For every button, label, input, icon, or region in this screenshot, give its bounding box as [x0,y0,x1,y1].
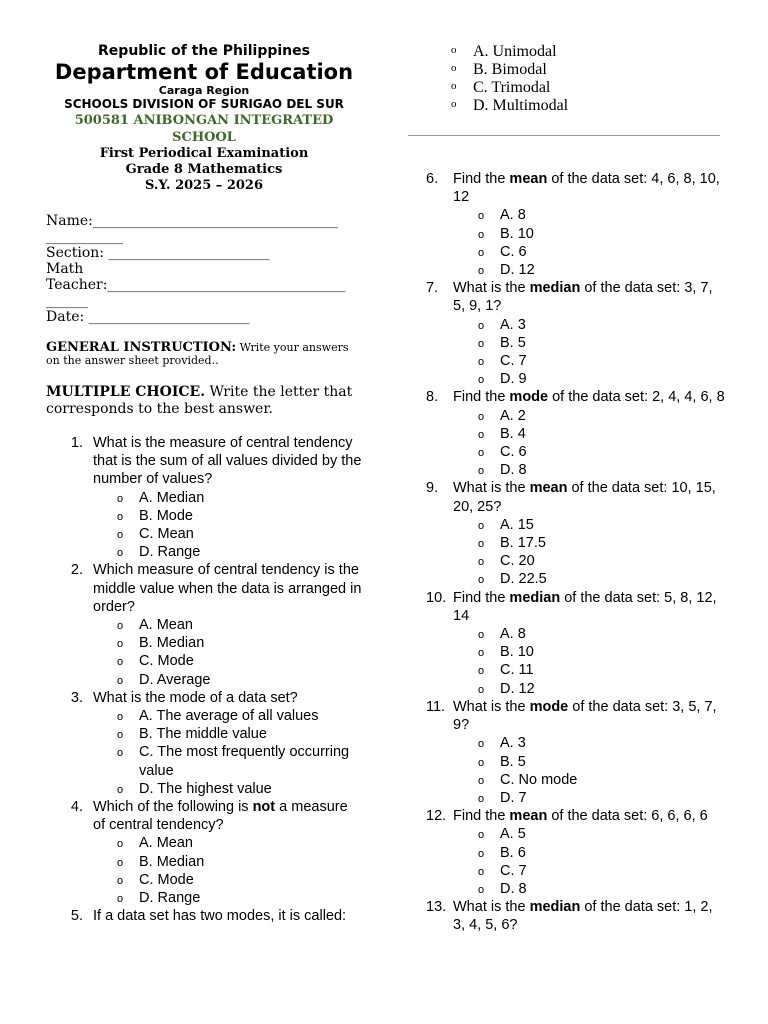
question-text [453,171,720,205]
answer-option-label: C. Trimodal [473,79,551,96]
answer-option-label: C. Mean [139,526,194,543]
question-number: 2. [70,562,83,579]
answer-option-label: B. 10 [500,644,534,661]
bullet-icon: o [478,538,485,551]
answer-option[interactable] [93,634,362,652]
question-list-right [426,170,726,935]
question-number: 9. [426,480,439,497]
option-list [93,616,362,689]
answer-option-label: D. 9 [500,371,527,388]
question-keyword: mean [529,480,568,497]
answer-option[interactable] [453,243,726,261]
answer-option-label: C. Mode [139,871,194,888]
bullet-icon: o [478,738,485,751]
option-list [453,625,726,698]
section-field[interactable]: Section: _______________________ [46,245,270,261]
bullet-icon: o [451,62,457,74]
answer-option[interactable] [93,889,362,907]
question-number: 1. [70,435,83,451]
question-text-pre: What is the measure of central tendency that is the sum of all values divided by the number of values? [93,435,362,488]
bullet-icon: o [478,356,485,369]
right-column [426,170,726,935]
answer-option-label: D. 22.5 [500,571,547,588]
question-keyword: not [252,799,276,816]
question-number: 6. [426,171,439,187]
option-list [93,834,362,907]
answer-option[interactable] [453,425,726,443]
question-text-pre: What is the [453,480,530,497]
answer-option-label: A. Unimodal [473,43,557,60]
answer-option[interactable] [426,97,568,115]
answer-option[interactable] [93,616,362,634]
answer-option[interactable] [453,370,726,388]
question-item [426,170,726,279]
answer-option[interactable] [453,825,726,843]
answer-option-label: D. Average [139,671,211,688]
answer-option-label: D. 8 [500,462,527,479]
bullet-icon: o [478,228,485,241]
answer-option[interactable] [453,789,726,807]
answer-option-label: A. 15 [500,516,534,533]
answer-option[interactable] [453,753,726,771]
answer-option[interactable] [453,661,726,679]
answer-option-label: B. Bimodal [473,61,547,78]
question-keyword: median [529,899,581,916]
question-text-post: of the data set: 10, 15, 20, 25? [453,480,716,515]
school-year: S.Y. 2025 – 2026 [144,178,264,193]
question-text [93,435,361,487]
answer-option[interactable] [93,780,362,798]
answer-option-label: B. 5 [500,334,526,351]
question-item [426,698,726,807]
answer-option-label: B. Median [139,635,205,652]
bullet-icon: o [117,547,124,560]
option-list [453,516,726,589]
question-item [426,589,726,698]
bullet-icon: o [117,711,124,724]
question-text-pre: What is the [453,280,530,297]
question-text [453,899,713,933]
answer-option[interactable] [453,516,726,534]
question-text [93,799,348,833]
bullet-icon: o [117,856,124,869]
answer-option-label: A. 3 [500,316,526,333]
document-header [46,42,362,194]
answer-option-label: C. Mode [139,653,194,670]
answer-option-label: A. 5 [500,826,526,843]
question-text [453,699,717,733]
question-text-post: of the data set: 1, 2, 3, 4, 5, 6? [453,899,713,934]
question-keyword: mode [529,698,569,715]
bullet-icon: o [478,865,485,878]
answer-option[interactable] [93,671,362,689]
question-item [426,279,726,388]
answer-option-label: B. 5 [500,753,526,770]
answer-option[interactable] [453,552,726,570]
mc-label: MULTIPLE CHOICE. [46,384,206,400]
answer-option[interactable] [453,352,726,370]
bullet-icon: o [451,98,457,110]
answer-option[interactable] [453,407,726,425]
bullet-icon: o [478,337,485,350]
bullet-icon: o [478,629,485,642]
bullet-icon: o [117,747,124,760]
answer-option-label: C. 6 [500,444,527,461]
bullet-icon: o [451,44,457,56]
answer-option-label: B. The middle value [139,726,267,743]
answer-option[interactable] [453,534,726,552]
answer-option[interactable] [453,443,726,461]
mc-text: Write the letter that corresponds to the best answer. [46,384,353,417]
question-text-post: of the data set: 3, 5, 7, 9? [453,698,717,734]
question-item [426,388,726,479]
division-heading: SCHOOLS DIVISION OF SURIGAO DEL SUR [64,97,344,111]
bullet-icon: o [478,683,485,696]
answer-option-label: B. 4 [500,425,526,442]
answer-option[interactable] [93,871,362,889]
question-text-post: of the data set: 6, 6, 6, 6 [547,808,708,825]
bullet-icon: o [478,428,485,441]
question-number: 7. [426,280,439,297]
answer-option-label: B. 6 [500,844,526,861]
question-item [46,434,362,561]
question-item [46,798,362,907]
bullet-icon: o [478,519,485,532]
question-item [426,807,726,898]
answer-option-label: D. 12 [500,262,535,279]
question-number: 8. [426,389,439,406]
answer-option-label: A. Mean [139,835,193,852]
bullet-icon: o [478,792,485,805]
answer-option[interactable] [453,225,726,243]
question-text-post: a measure of central tendency? [93,799,348,834]
multiple-choice-instruction [46,384,362,418]
bullet-icon: o [117,783,124,796]
answer-option-label: A. 2 [500,407,526,424]
answer-option[interactable] [426,79,568,97]
question-item [426,898,726,934]
answer-option-label: D. 7 [500,789,527,806]
bullet-icon: o [478,265,485,278]
question-text [93,562,361,614]
question-text [453,480,716,514]
question-text-pre: Which of the following is [93,799,253,816]
answer-option-label: D. The highest value [139,780,272,797]
question-item [46,561,362,688]
question-text-pre: Which measure of central tendency is the middle value when the data is arranged in order? [93,562,362,615]
student-info [46,213,362,325]
answer-option-label: D. Range [139,890,201,907]
question-text-pre: Find the [453,171,510,187]
bullet-icon: o [478,829,485,842]
question-text-pre: What is the mode of a data set? [93,689,298,706]
answer-option[interactable] [453,734,726,752]
answer-option-label: D. 12 [500,680,535,697]
question-text-post: of the data set: 2, 4, 4, 6, 8 [548,389,725,406]
question-number: 3. [70,689,83,706]
bullet-icon: o [117,838,124,851]
answer-option-label: C. 6 [500,243,527,260]
bullet-icon: o [478,756,485,769]
question-number: 5. [70,908,83,925]
answer-option[interactable] [93,543,362,561]
bullet-icon: o [478,883,485,896]
bullet-icon: o [117,638,124,651]
answer-option[interactable] [93,525,362,543]
question-keyword: median [509,589,561,606]
answer-option[interactable] [93,507,362,525]
answer-option-label: C. 7 [500,862,527,879]
answer-option[interactable] [93,725,362,743]
answer-option-label: D. 8 [500,880,527,897]
bullet-icon: o [478,374,485,387]
question-keyword: mode [509,389,549,406]
question-number: 12. [426,808,447,825]
bullet-icon: o [117,620,124,633]
general-instruction-label: GENERAL INSTRUCTION: [46,340,237,355]
school-heading: 500581 ANIBONGAN INTEGRATED SCHOOL [74,113,334,145]
option-list [426,43,568,115]
bullet-icon: o [117,656,124,669]
bullet-icon: o [117,529,124,542]
answer-option[interactable] [93,853,362,871]
general-instruction-text: Write your answers on the answer sheet provided.. [46,341,349,367]
question-keyword: median [529,280,581,297]
answer-option[interactable] [453,206,726,224]
answer-option[interactable] [93,743,362,779]
question-keyword: mean [509,808,548,825]
answer-option-label: A. 8 [500,207,526,224]
answer-option-label: B. 17.5 [500,535,546,552]
bullet-icon: o [478,465,485,478]
answer-option-label: C. The most frequently occurring value [139,744,350,779]
answer-option-label: B. 10 [500,225,534,242]
bullet-icon: o [478,665,485,678]
date-field[interactable]: Date: _______________________ [46,309,250,325]
answer-option[interactable] [453,844,726,862]
question-text-pre: What is the [453,698,530,715]
teacher-label: Math [46,261,84,277]
question-number: 11. [426,698,446,715]
bullet-icon: o [117,893,124,906]
answer-option-label: B. Median [139,853,205,870]
answer-option-label: C. No mode [500,771,578,788]
question-item [46,689,362,798]
bullet-icon: o [478,410,485,423]
answer-option[interactable] [453,625,726,643]
name-field[interactable]: Name:___________________________________ ___________ [46,213,338,245]
option-list [93,707,362,798]
exam-title: First Periodical Examination [99,146,309,161]
bullet-icon: o [478,210,485,223]
question-text-pre: Find the [453,589,510,606]
question-text-post: of the data set: 5, 8, 12, 14 [453,589,717,624]
question-text-pre: Find the [453,808,510,825]
department-heading: Department of Education [54,60,354,84]
answer-option-label: D. Range [139,544,201,561]
question-text [93,690,298,706]
question-number: 4. [70,799,83,816]
question-text-pre: Find the [453,389,510,406]
question-keyword: mean [509,171,548,187]
option-list [453,316,726,389]
option-list [453,825,726,898]
left-column [46,42,362,925]
bullet-icon: o [478,647,485,660]
bullet-icon: o [478,556,485,569]
question-list-left [46,434,362,925]
bullet-icon: o [478,574,485,587]
region-heading: Caraga Region [158,84,250,97]
answer-option[interactable] [453,771,726,789]
question-number: 13. [426,899,447,916]
answer-option-label: A. Median [139,489,205,506]
answer-option-label: A. The average of all values [139,708,319,725]
question-item [46,907,362,925]
option-list [93,489,362,562]
answer-option[interactable] [426,43,568,61]
answer-option-label: C. 20 [500,553,535,570]
question-text-pre: If a data set has two modes, it is called: [93,908,347,925]
answer-option[interactable] [453,334,726,352]
answer-option[interactable] [93,707,362,725]
answer-option[interactable] [93,489,362,507]
question-text [93,908,346,924]
answer-option[interactable] [453,880,726,898]
answer-option[interactable] [453,862,726,880]
answer-option[interactable] [426,61,568,79]
answer-option[interactable] [453,461,726,479]
bullet-icon: o [478,847,485,860]
answer-option[interactable] [453,570,726,588]
option-list [453,734,726,807]
answer-option-label: C. 11 [500,662,534,679]
question-text [453,280,713,314]
question-number: 10. [426,589,447,606]
bullet-icon: o [117,492,124,505]
option-list [453,407,726,480]
answer-option[interactable] [453,643,726,661]
bullet-icon: o [117,510,124,523]
general-instruction [46,341,362,367]
question-text [453,389,725,405]
answer-option[interactable] [93,834,362,852]
answer-option[interactable] [93,652,362,670]
teacher-field[interactable]: Teacher:__________________________________ ______ [46,277,346,309]
bullet-icon: o [478,246,485,259]
answer-option-label: A. 3 [500,735,526,752]
republic-heading: Republic of the Philippines [98,43,310,59]
question-item [426,479,726,588]
column-divider [408,135,720,136]
bullet-icon: o [451,80,457,92]
question-text [453,808,708,824]
bullet-icon: o [117,729,124,742]
answer-option[interactable] [453,261,726,279]
answer-option-label: A. Mean [139,617,193,634]
answer-option[interactable] [453,316,726,334]
answer-option-label: D. Multimodal [473,97,569,114]
question-text [453,590,717,624]
question-text-pre: What is the [453,899,530,916]
q5-options-continued [426,43,568,115]
bullet-icon: o [117,674,124,687]
answer-option[interactable] [453,680,726,698]
answer-option-label: C. 7 [500,353,527,370]
question-text-post: of the data set: 4, 6, 8, 10, 12 [453,171,720,206]
bullet-icon: o [478,774,485,787]
bullet-icon: o [117,874,124,887]
subject-title: Grade 8 Mathematics [125,162,283,177]
option-list [453,206,726,279]
bullet-icon: o [478,447,485,460]
answer-option-label: B. Mode [139,507,193,524]
answer-option-label: A. 8 [500,626,526,643]
question-text-post: of the data set: 3, 7, 5, 9, 1? [453,280,713,315]
bullet-icon: o [478,319,485,332]
